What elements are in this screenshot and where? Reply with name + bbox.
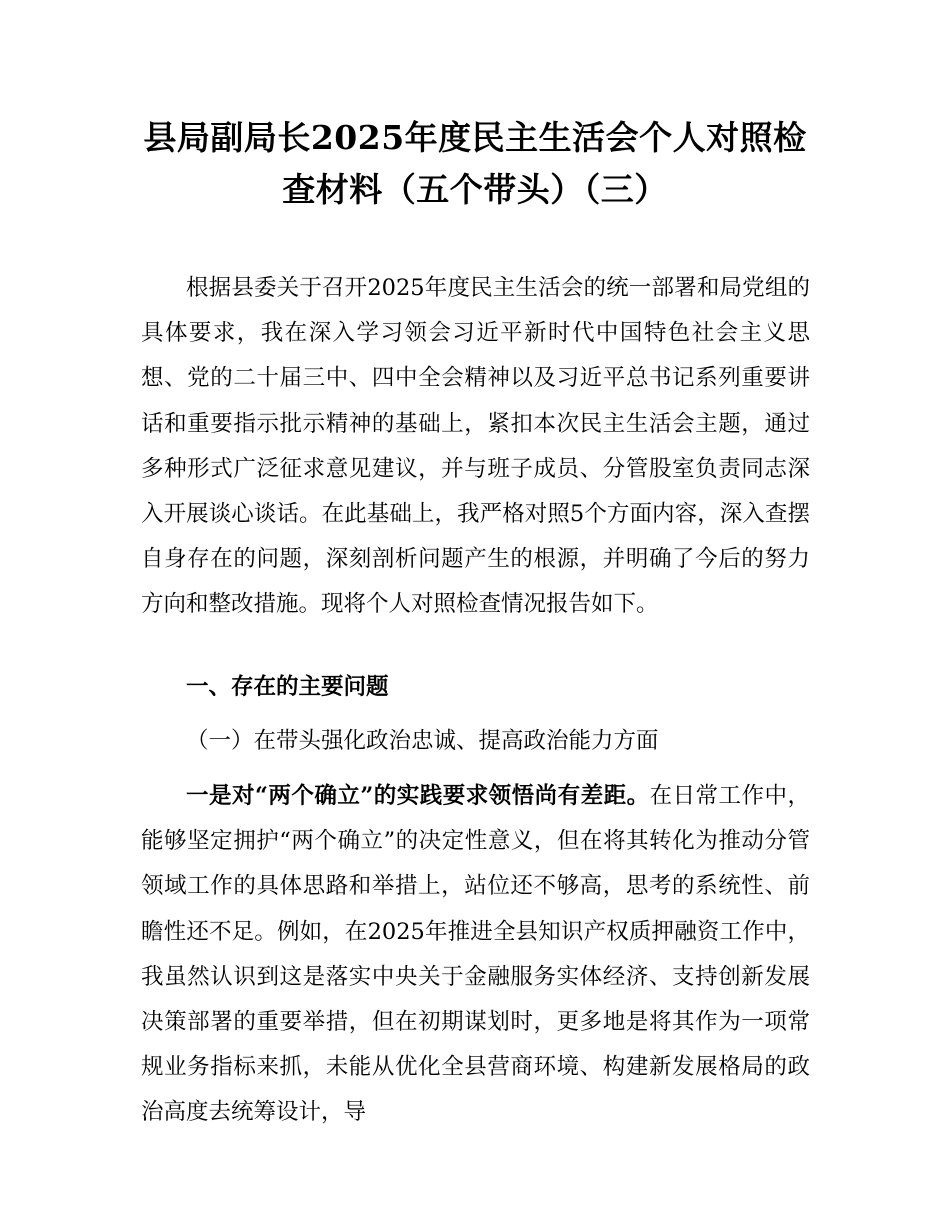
intro-paragraph-block bbox=[141, 266, 810, 628]
intro-paragraph: 根据县委关于召开2025年度民主生活会的统一部署和局党组的具体要求，我在深入学习领会习近平新时代中国特色社会主义思想、党的二十届三中、四中全会精神以及习近平总书记系列重要讲话和重要指示批示精神的基础上，紧扣本次民主生活会主题，通过多种形式广泛征求意见建议，并与班子成员、分管股室负责同志深入开展谈心谈话。在此基础上，我严格对照5个方面内容，深入查摆自身存在的问题，深刻剖析问题产生的根源，并明确了今后的努力方向和整改措施。现将个人对照检查情况报告如下。 bbox=[141, 275, 810, 618]
title-line-2: 查材料（五个带头）（三） bbox=[282, 170, 668, 209]
point-lead-sentence: 一是对“两个确立”的实践要求领悟尚有差距。 bbox=[186, 783, 650, 809]
subsection-heading: （一）在带头强化政治忠诚、提高政治能力方面 bbox=[186, 728, 659, 754]
point-paragraph-block bbox=[141, 774, 810, 1136]
subsection-heading-block bbox=[141, 719, 810, 764]
point-paragraph bbox=[141, 774, 810, 1136]
document-title bbox=[120, 112, 830, 216]
section-heading-block bbox=[141, 665, 810, 710]
title-line-1: 县局副局长2025年度民主生活会个人对照检 bbox=[143, 118, 807, 157]
section-heading: 一、存在的主要问题 bbox=[186, 674, 389, 700]
point-body-text: 在日常工作中，能够坚定拥护“两个确立”的决定性意义，但在将其转化为推动分管领域工作的具体思路和举措上，站位还不够高，思考的系统性、前瞻性还不足。例如，在2025年推进全县知识产权质押融资工作中，我虽然认识到这是落实中央关于金融服务实体经济、支持创新发展决策部署的重要举措，但在初期谋划时，更多地是将其作为一项常规业务指标来抓，未能从优化全县营商环境、构建新发展格局的政治高度去统筹设计，导 bbox=[141, 783, 810, 1126]
